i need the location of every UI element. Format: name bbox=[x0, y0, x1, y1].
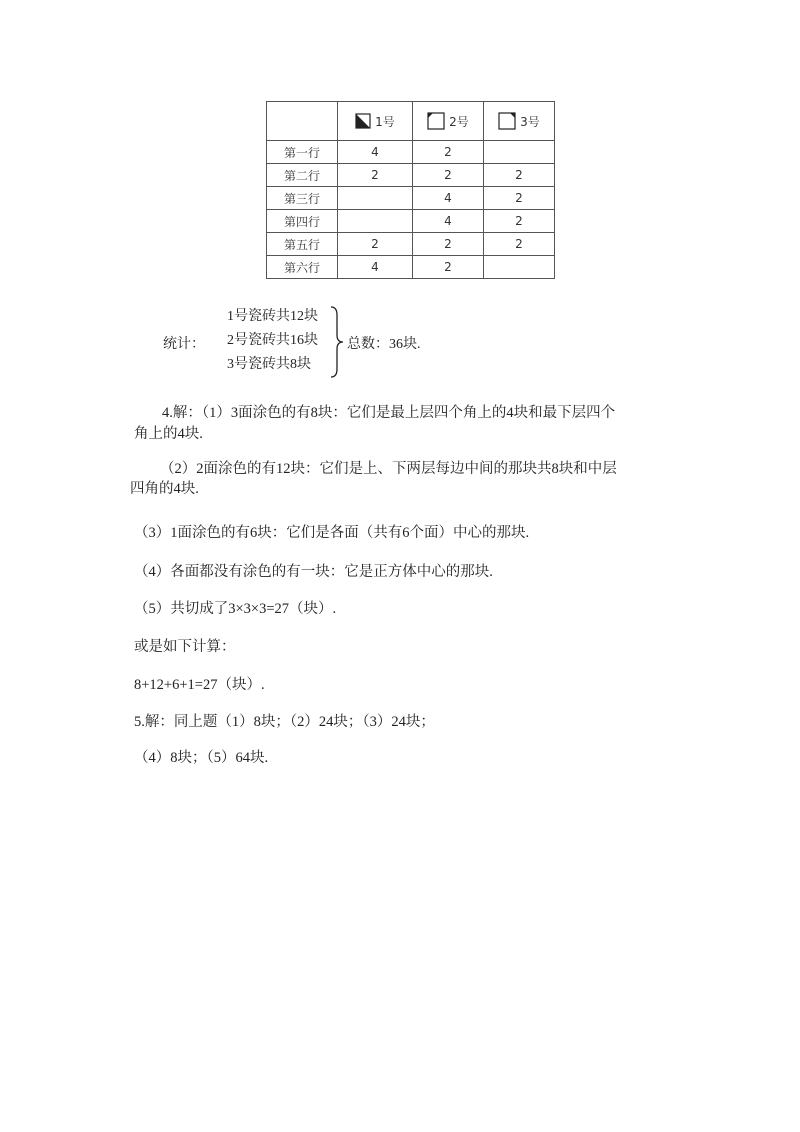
answer-4-part-4: （4）各面都没有涂色的有一块：它是正方体中心的那块. bbox=[134, 564, 493, 580]
statistics-item: 3号瓷砖共8块 bbox=[227, 357, 311, 372]
cell-tile-2: 4 bbox=[413, 210, 484, 233]
cell-tile-2: 2 bbox=[413, 141, 484, 164]
statistics-list bbox=[227, 305, 318, 377]
cell-tile-3 bbox=[484, 256, 555, 279]
table-row bbox=[267, 233, 555, 256]
row-label: 第五行 bbox=[267, 233, 338, 256]
table-row bbox=[267, 164, 555, 187]
header-tile-2 bbox=[413, 102, 484, 141]
header-tile-1-label: 1号 bbox=[375, 114, 395, 129]
cell-tile-1 bbox=[338, 210, 413, 233]
header-tile-2-label: 2号 bbox=[449, 114, 469, 129]
answer-4-part-2-line-2: 四角的4块. bbox=[130, 481, 199, 497]
answer-5-line-1: 5.解：同上题（1）8块；（2）24块；（3）24块； bbox=[134, 714, 435, 730]
cell-tile-3: 2 bbox=[484, 187, 555, 210]
table-row bbox=[267, 187, 555, 210]
alternative-heading: 或是如下计算： bbox=[134, 639, 236, 655]
cell-tile-3: 2 bbox=[484, 210, 555, 233]
cell-tile-2: 2 bbox=[413, 164, 484, 187]
statistics-item: 1号瓷砖共12块 bbox=[227, 309, 318, 324]
cell-tile-2: 2 bbox=[413, 233, 484, 256]
right-brace-icon bbox=[329, 305, 345, 379]
answer-4-part-3: （3）1面涂色的有6块：它们是各面（共有6个面）中心的那块. bbox=[134, 525, 530, 541]
row-label: 第四行 bbox=[267, 210, 338, 233]
table-header-row bbox=[267, 102, 555, 141]
cell-tile-3: 2 bbox=[484, 233, 555, 256]
statistics-block bbox=[163, 305, 463, 385]
answer-4-part-2-line-1: （2）2面涂色的有12块：它们是上、下两层每边中间的那块共8块和中层 bbox=[160, 461, 617, 477]
row-label: 第三行 bbox=[267, 187, 338, 210]
header-tile-1 bbox=[338, 102, 413, 141]
statistics-label: 统计： bbox=[163, 337, 205, 352]
table-row bbox=[267, 256, 555, 279]
header-tile-3 bbox=[484, 102, 555, 141]
cell-tile-3: 2 bbox=[484, 164, 555, 187]
statistics-item: 2号瓷砖共16块 bbox=[227, 333, 318, 348]
cell-tile-2: 4 bbox=[413, 187, 484, 210]
cell-tile-3 bbox=[484, 141, 555, 164]
answer-4-part-1-line-1: 4.解：（1）3面涂色的有8块：它们是最上层四个角上的4块和最下层四个 bbox=[162, 405, 616, 421]
alternative-calculation: 8+12+6+1=27（块）. bbox=[134, 677, 265, 693]
header-tile-3-label: 3号 bbox=[520, 114, 540, 129]
cell-tile-1: 2 bbox=[338, 233, 413, 256]
tile-count-table bbox=[266, 101, 555, 279]
cell-tile-1: 4 bbox=[338, 141, 413, 164]
table-corner-cell bbox=[267, 102, 338, 141]
cell-tile-2: 2 bbox=[413, 256, 484, 279]
answer-5-line-2: （4）8块；（5）64块. bbox=[134, 750, 269, 766]
tile-1-icon bbox=[355, 113, 371, 129]
answer-4-part-5: （5）共切成了3×3×3=27（块）. bbox=[134, 601, 337, 617]
table-row bbox=[267, 210, 555, 233]
cell-tile-1 bbox=[338, 187, 413, 210]
row-label: 第二行 bbox=[267, 164, 338, 187]
cell-tile-1: 2 bbox=[338, 164, 413, 187]
cell-tile-1: 4 bbox=[338, 256, 413, 279]
statistics-total: 总数：36块. bbox=[347, 337, 421, 352]
table-row bbox=[267, 141, 555, 164]
tile-3-icon bbox=[498, 112, 516, 130]
answer-4-part-1-line-2: 角上的4块. bbox=[134, 426, 203, 442]
tile-2-icon bbox=[427, 112, 445, 130]
row-label: 第六行 bbox=[267, 256, 338, 279]
row-label: 第一行 bbox=[267, 141, 338, 164]
